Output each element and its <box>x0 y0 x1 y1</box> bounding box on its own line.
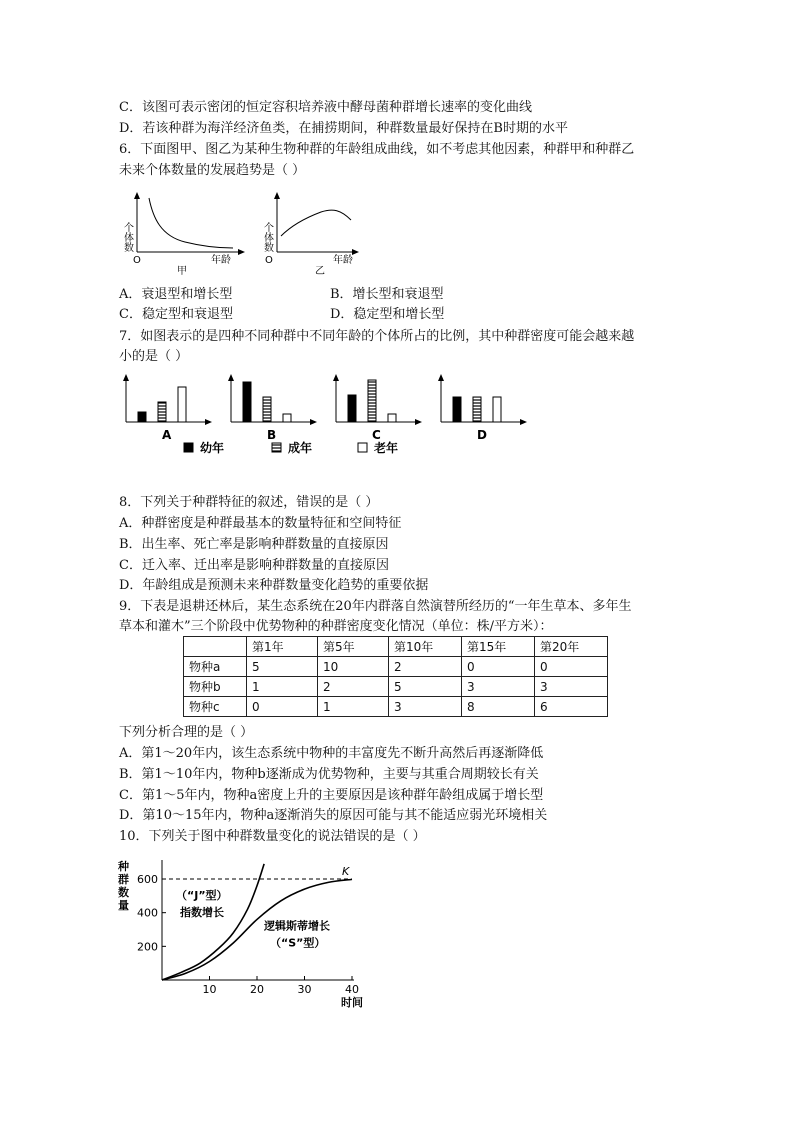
bar-B-成年 <box>263 397 271 422</box>
legend-swatch-老年 <box>358 443 367 452</box>
y-axis-label-char: 种 <box>118 860 129 873</box>
q9-table <box>183 636 608 717</box>
q8-option-d: D．年龄组成是预测未来种群数量变化趋势的重要依据 <box>119 578 429 593</box>
q9-option-a: A．第1～20年内，该生态系统中物种的丰富度先不断升高然后再逐渐降低 <box>119 746 544 761</box>
legend-label-成年: 成年 <box>288 441 313 455</box>
table-row: 物种b 1 2 5 3 3 <box>184 677 608 697</box>
category-label-D: D <box>477 428 487 442</box>
bar-D-老年 <box>493 397 501 422</box>
s-curve-label-2: （“S”型） <box>270 936 326 950</box>
q7-stem-line1: 7．如图表示的是四种不同种群中不同年龄的个体所占的比例，其中种群密度可能会越来越 <box>119 329 635 344</box>
table-row: 物种a 5 10 2 0 0 <box>184 657 608 677</box>
x-tick-label: 40 <box>345 983 359 996</box>
q6-yi-xlabel: 年龄 <box>333 255 353 266</box>
legend-swatch-成年 <box>272 443 281 452</box>
q6-jia-ylabel: 个体数 <box>121 222 133 252</box>
x-tick-label: 20 <box>250 983 264 996</box>
q6-yi-ylabel: 个体数 <box>261 222 273 252</box>
j-curve <box>162 864 264 980</box>
q6-option-a: A．衰退型和增长型 <box>119 287 233 302</box>
bar-B-幼年 <box>243 382 251 422</box>
q9-option-d: D．第10～15年内，物种a逐渐消失的原因可能与其不能适应弱光环境相关 <box>119 808 548 823</box>
y-tick-label: 400 <box>137 906 158 920</box>
y-axis-label-char: 群 <box>118 873 129 886</box>
q9-option-c: C．第1～5年内，物种a密度上升的主要原因是该种群年龄组成属于增长型 <box>119 788 544 803</box>
q9-stem-line1: 9．下表是退耕还林后，某生态系统在20年内群落自然演替所经历的“一年生草本、多年生 <box>119 599 632 614</box>
x-axis-arrow <box>520 419 527 425</box>
j-curve-label-2: 指数增长 <box>180 906 224 920</box>
q5-option-d: D．若该种群为海洋经济鱼类，在捕捞期间，种群数量最好保持在B时期的水平 <box>119 121 568 136</box>
bar-C-成年 <box>368 380 376 422</box>
q9-stem-line2: 草本和灌木”三个阶段中优势物种的种群密度变化情况（单位：株/平方米）： <box>119 619 553 634</box>
bar-C-老年 <box>388 414 396 422</box>
table-row: 第1年 第5年 第10年 第15年 第20年 <box>184 637 608 657</box>
bar-B-老年 <box>283 414 291 422</box>
y-axis-label-char: 量 <box>118 899 129 912</box>
q6-stem-line2: 未来个体数量的发展趋势是（ ） <box>119 163 306 178</box>
q6-option-d: D．稳定型和增长型 <box>330 307 445 322</box>
q8-option-b: B．出生率、死亡率是影响种群数量的直接原因 <box>119 537 389 552</box>
x-tick-label: 10 <box>202 983 217 996</box>
legend-label-老年: 老年 <box>374 441 399 455</box>
q6-yi-caption: 乙 <box>315 266 325 277</box>
q6-jia-xlabel: 年龄 <box>211 255 231 266</box>
category-label-C: C <box>372 428 381 442</box>
x-axis-arrow <box>415 419 422 425</box>
q8-stem: 8．下列关于种群特征的叙述，错误的是（ ） <box>119 495 379 510</box>
category-label-B: B <box>267 428 277 442</box>
bar-D-幼年 <box>453 397 461 422</box>
q7-age-structure-chart <box>118 372 538 464</box>
x-tick-label: 30 <box>297 983 312 996</box>
q9-option-b: B．第1～10年内，物种b逐渐成为优势物种，主要与其重合周期较长有关 <box>119 767 539 782</box>
q7-stem-line2: 小的是（ ） <box>119 349 189 364</box>
q6-graph-yi <box>255 190 395 278</box>
q6-yi-origin: O <box>265 255 273 266</box>
q6-jia-origin: O <box>133 255 141 266</box>
q6-option-b: B．增长型和衰退型 <box>330 287 444 302</box>
j-curve-label-1: （“J”型） <box>176 889 228 903</box>
q10-population-growth-chart <box>114 852 364 1014</box>
y-axis-arrow <box>333 374 339 381</box>
y-axis-arrow <box>438 374 444 381</box>
bar-A-老年 <box>178 387 186 422</box>
x-axis-arrow <box>205 419 212 425</box>
category-label-A: A <box>162 428 172 442</box>
q6-option-c: C．稳定型和衰退型 <box>119 307 233 322</box>
bar-D-成年 <box>473 397 481 422</box>
y-tick-label: 200 <box>137 940 158 954</box>
y-tick-label: 600 <box>137 873 158 887</box>
q8-option-a: A．种群密度是种群最基本的数量特征和空间特征 <box>119 516 402 531</box>
q6-jia-caption: 甲 <box>177 266 187 277</box>
bar-C-幼年 <box>348 395 356 422</box>
table-row: 物种c 0 1 3 8 6 <box>184 697 608 717</box>
q6-stem-line1: 6．下面图甲、图乙为某种生物种群的年龄组成曲线，如不考虑其他因素，种群甲和种群乙 <box>119 142 635 157</box>
q9-lead: 下列分析合理的是（ ） <box>119 725 254 740</box>
legend-swatch-幼年 <box>184 443 193 452</box>
q5-option-c: C．该图可表示密闭的恒定容积培养液中酵母菌种群增长速率的变化曲线 <box>119 100 532 115</box>
bar-A-成年 <box>158 402 166 422</box>
q8-option-c: C．迁入率、迁出率是影响种群数量的直接原因 <box>119 558 389 573</box>
q10-stem: 10．下列关于图中种群数量变化的说法错误的是（ ） <box>119 829 426 844</box>
x-axis-label: 时间 <box>341 996 363 1009</box>
y-axis-label-char: 数 <box>118 886 129 899</box>
y-axis-arrow <box>123 374 129 381</box>
s-curve-label-1: 逻辑斯蒂增长 <box>264 919 330 933</box>
legend-label-幼年: 幼年 <box>200 441 225 455</box>
q6-graph-jia <box>115 190 255 278</box>
k-label: K <box>342 865 350 879</box>
y-axis-arrow <box>228 374 234 381</box>
x-axis-arrow <box>310 419 317 425</box>
bar-A-幼年 <box>138 412 146 422</box>
